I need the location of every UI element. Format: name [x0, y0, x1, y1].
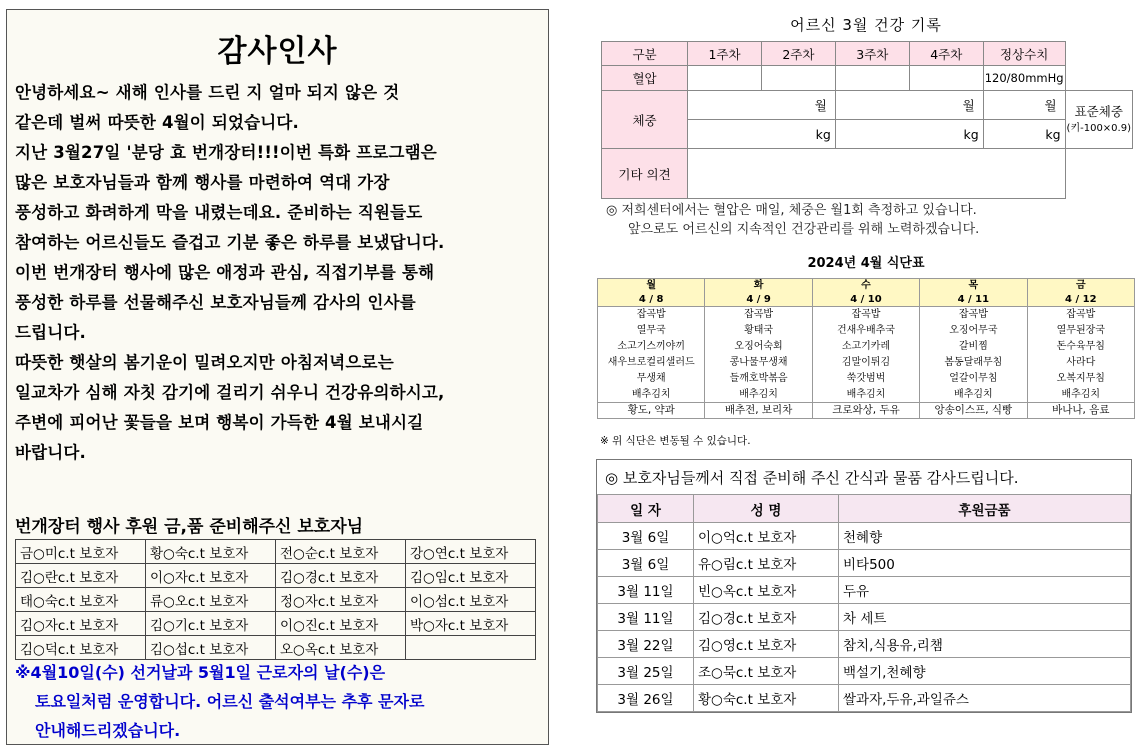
sponsor-cell: 김○덕c.t 보호자: [16, 636, 146, 660]
table-row: [16, 540, 536, 564]
menu-cell: 들깨호박볶음: [705, 371, 812, 387]
weight-kg-cell: kg: [688, 120, 836, 149]
sponsor-cell: 태○숙c.t 보호자: [16, 588, 146, 612]
gift-date: 3월 22일: [598, 631, 694, 658]
sponsor-cell: 정○자c.t 보호자: [276, 588, 406, 612]
table-row: [602, 66, 1133, 91]
menu-title: 2024년 4월 식단표: [807, 256, 925, 271]
sponsor-title: 번개장터 행사 후원 금,품 준비해주신 보호자님: [15, 517, 364, 537]
menu-note: ※ 위 식단은 변동될 수 있습니다.: [600, 435, 751, 447]
bp-week3: [835, 66, 909, 91]
bp-normal: 120/80mmHg: [983, 66, 1065, 91]
gift-date: 3월 6일: [598, 523, 694, 550]
snack-cell: 바나나, 음료: [1027, 403, 1134, 419]
weight-month-cell: 월: [835, 91, 983, 120]
menu-cell: 건새우배추국: [812, 323, 919, 339]
header-cell: 2주차: [761, 42, 835, 66]
gift-item: 참치,식용유,리챔: [839, 631, 1131, 658]
table-row: [598, 495, 1131, 523]
notice-line: 토요일처럼 운영합니다. 어르신 출석여부는 추후 문자로: [35, 692, 425, 711]
thanks-panel: [6, 9, 549, 745]
sponsor-cell: 황○숙c.t 보호자: [146, 540, 276, 564]
bp-label: 혈압: [602, 66, 688, 91]
menu-cell: 배추김치: [598, 387, 705, 403]
gift-date: 3월 6일: [598, 550, 694, 577]
bp-week1: [688, 66, 762, 91]
greeting-line: 일교차가 심해 자칫 감기에 걸리기 쉬우니 건강유의하시고,: [15, 383, 445, 402]
date-cell: 4 / 9: [705, 293, 812, 307]
menu-cell: 소고기스끼야끼: [598, 339, 705, 355]
gift-name: 이○억c.t 보호자: [694, 523, 839, 550]
greeting-line: 풍성한 하루를 선물해주신 보호자님들께 감사의 인사를: [15, 293, 416, 312]
sponsor-cell: 이○진c.t 보호자: [276, 612, 406, 636]
gift-name: 빈○옥c.t 보호자: [694, 577, 839, 604]
weight-kg-cell: kg: [983, 120, 1065, 149]
gift-date: 3월 11일: [598, 604, 694, 631]
gift-item: 천혜향: [839, 523, 1131, 550]
sponsor-cell: 박○자c.t 보호자: [406, 612, 536, 636]
weight-kg-cell: kg: [835, 120, 983, 149]
menu-cell: 잡곡밥: [598, 307, 705, 323]
table-row: [16, 612, 536, 636]
standard-weight-formula: (키-100×0.9): [1066, 122, 1131, 134]
weight-label: 체중: [602, 91, 688, 149]
standard-weight-cell: [1065, 91, 1132, 149]
table-row: [602, 149, 1133, 199]
greeting-line: 주변에 피어난 꽃들을 보며 행복이 가득한 4월 보내시길: [15, 413, 424, 432]
sponsor-cell: 김○기c.t 보호자: [146, 612, 276, 636]
other-opinion-label: 기타 의견: [602, 149, 688, 199]
menu-cell: 얼갈이무침: [920, 371, 1027, 387]
sponsor-cell: 전○순c.t 보호자: [276, 540, 406, 564]
menu-cell: 오징어무국: [920, 323, 1027, 339]
gift-item: 백설기,천혜향: [839, 658, 1131, 685]
date-cell: 4 / 11: [920, 293, 1027, 307]
date-cell: 4 / 10: [812, 293, 919, 307]
menu-cell: 배추김치: [705, 387, 812, 403]
table-row: [598, 307, 1135, 323]
header-cell: 구분: [602, 42, 688, 66]
header-cell: 일 자: [598, 495, 694, 523]
health-table: [601, 41, 1133, 199]
weight-month-cell: 월: [983, 91, 1065, 120]
gift-table: [597, 494, 1131, 712]
gift-date: 3월 26일: [598, 685, 694, 712]
table-row: [598, 387, 1135, 403]
greeting-line: 이번 번개장터 행사에 많은 애정과 관심, 직접기부를 통해: [15, 263, 435, 282]
day-cell: 목: [920, 279, 1027, 293]
table-row: [598, 323, 1135, 339]
gift-name: 김○경c.t 보호자: [694, 604, 839, 631]
menu-cell: 잡곡밥: [920, 307, 1027, 323]
gift-title: ◎ 보호자님들께서 직접 준비해 주신 간식과 물품 감사드립니다.: [605, 469, 1019, 487]
gift-name: 조○묵c.t 보호자: [694, 658, 839, 685]
health-title: 어르신 3월 건강 기록: [790, 16, 942, 34]
bp-week2: [761, 66, 835, 91]
table-row: [598, 550, 1131, 577]
gift-item: 쌀과자,두유,과일쥬스: [839, 685, 1131, 712]
date-cell: 4 / 12: [1027, 293, 1134, 307]
menu-cell: 김말이튀김: [812, 355, 919, 371]
greeting-line: 같은데 벌써 따뜻한 4월이 되었습니다.: [15, 113, 300, 132]
date-cell: 4 / 8: [598, 293, 705, 307]
menu-cell: 배추김치: [1027, 387, 1134, 403]
greeting-line: 드립니다.: [15, 323, 87, 342]
table-row: [598, 523, 1131, 550]
holiday-notice: [15, 658, 543, 745]
sponsor-cell: 강○연c.t 보호자: [406, 540, 536, 564]
menu-cell: 소고기카레: [812, 339, 919, 355]
gift-item: 차 세트: [839, 604, 1131, 631]
day-cell: 금: [1027, 279, 1134, 293]
header-cell: 4주차: [909, 42, 983, 66]
sponsor-cell: 김○임c.t 보호자: [406, 564, 536, 588]
greeting-line: 지난 3월27일 '분당 효 번개장터!!!이번 특화 프로그램은: [15, 143, 437, 162]
sponsor-cell: 류○오c.t 보호자: [146, 588, 276, 612]
menu-cell: 무생채: [598, 371, 705, 387]
menu-cell: 갈비찜: [920, 339, 1027, 355]
greeting-line: 참여하는 어르신들도 즐겁고 기분 좋은 하루를 보냈답니다.: [15, 233, 445, 252]
table-row: [598, 604, 1131, 631]
weight-month-cell: 월: [688, 91, 836, 120]
menu-cell: 사라다: [1027, 355, 1134, 371]
menu-cell: 새우브로컬리샐러드: [598, 355, 705, 371]
menu-cell: 황태국: [705, 323, 812, 339]
gift-name: 김○영c.t 보호자: [694, 631, 839, 658]
table-row: [598, 293, 1135, 307]
snack-cell: 크로와상, 두유: [812, 403, 919, 419]
sponsor-cell: 김○란c.t 보호자: [16, 564, 146, 588]
gift-name: 유○림c.t 보호자: [694, 550, 839, 577]
greeting-line: 따뜻한 햇살의 봄기운이 밀려오지만 아침저녁으로는: [15, 353, 394, 372]
thanks-title: 감사인사: [217, 34, 338, 69]
sponsor-cell: [406, 636, 536, 660]
table-row: [598, 658, 1131, 685]
table-row: [598, 631, 1131, 658]
sponsor-cell: 김○섭c.t 보호자: [146, 636, 276, 660]
notice-line: 안내해드리겠습니다.: [35, 721, 181, 740]
menu-cell: 잡곡밥: [705, 307, 812, 323]
gift-panel: [596, 459, 1132, 713]
greeting-line: 풍성하고 화려하게 막을 내렸는데요. 준비하는 직원들도: [15, 203, 423, 222]
health-note-line: ◎ 저희센터에서는 혈압은 매일, 체중은 월1회 측정하고 있습니다.: [606, 203, 977, 218]
table-row: [598, 403, 1135, 419]
menu-cell: 잡곡밥: [1027, 307, 1134, 323]
gift-date: 3월 11일: [598, 577, 694, 604]
gift-name: 황○숙c.t 보호자: [694, 685, 839, 712]
table-row: [16, 636, 536, 660]
snack-cell: 앙송이스프, 식빵: [920, 403, 1027, 419]
table-row: [16, 588, 536, 612]
sponsor-cell: 이○자c.t 보호자: [146, 564, 276, 588]
day-cell: 월: [598, 279, 705, 293]
gift-item: 두유: [839, 577, 1131, 604]
table-row: [598, 355, 1135, 371]
header-cell: 후원금품: [839, 495, 1131, 523]
menu-cell: 배추김치: [812, 387, 919, 403]
sponsor-cell: 이○섬c.t 보호자: [406, 588, 536, 612]
table-row: [602, 91, 1133, 120]
table-row: [602, 42, 1133, 66]
header-cell: 3주차: [835, 42, 909, 66]
sponsor-cell: 금○미c.t 보호자: [16, 540, 146, 564]
header-cell: 성 명: [694, 495, 839, 523]
menu-table: [597, 278, 1135, 419]
menu-cell: 잡곡밥: [812, 307, 919, 323]
greeting-text: [15, 78, 543, 468]
greeting-line: 안녕하세요~ 새해 인사를 드린 지 얼마 되지 않은 것: [15, 83, 400, 102]
menu-cell: 쑥갓범벅: [812, 371, 919, 387]
sponsor-cell: 김○자c.t 보호자: [16, 612, 146, 636]
greeting-line: 바랍니다.: [15, 443, 87, 462]
menu-cell: 오징어숙회: [705, 339, 812, 355]
other-opinion-value: [688, 149, 1066, 199]
gift-date: 3월 25일: [598, 658, 694, 685]
table-row: [598, 577, 1131, 604]
standard-weight-label: 표준체중: [1074, 103, 1123, 119]
table-row: [598, 371, 1135, 387]
menu-cell: 열무국: [598, 323, 705, 339]
table-row: [16, 564, 536, 588]
health-note: [606, 201, 979, 239]
menu-cell: 봄동달래무침: [920, 355, 1027, 371]
header-cell: 정상수치: [983, 42, 1065, 66]
health-note-line: 앞으로도 어르신의 지속적인 건강관리를 위해 노력하겠습니다.: [628, 222, 980, 237]
menu-cell: 열무된장국: [1027, 323, 1134, 339]
notice-line: ※4월10일(수) 선거날과 5월1일 근로자의 날(수)은: [15, 663, 386, 682]
sponsor-cell: 김○경c.t 보호자: [276, 564, 406, 588]
header-cell: 1주차: [688, 42, 762, 66]
table-row: [598, 279, 1135, 293]
menu-cell: 오복지무침: [1027, 371, 1134, 387]
snack-cell: 배추전, 보리차: [705, 403, 812, 419]
greeting-line: 많은 보호자님들과 함께 행사를 마련하여 역대 가장: [15, 173, 390, 192]
day-cell: 수: [812, 279, 919, 293]
day-cell: 화: [705, 279, 812, 293]
menu-cell: 돈수육무침: [1027, 339, 1134, 355]
sponsor-cell: 오○옥c.t 보호자: [276, 636, 406, 660]
table-row: [598, 339, 1135, 355]
sponsor-table: [15, 539, 536, 660]
bp-week4: [909, 66, 983, 91]
snack-cell: 황도, 약과: [598, 403, 705, 419]
menu-cell: 배추김치: [920, 387, 1027, 403]
table-row: [598, 685, 1131, 712]
menu-cell: 콩나물무생채: [705, 355, 812, 371]
gift-item: 비타500: [839, 550, 1131, 577]
